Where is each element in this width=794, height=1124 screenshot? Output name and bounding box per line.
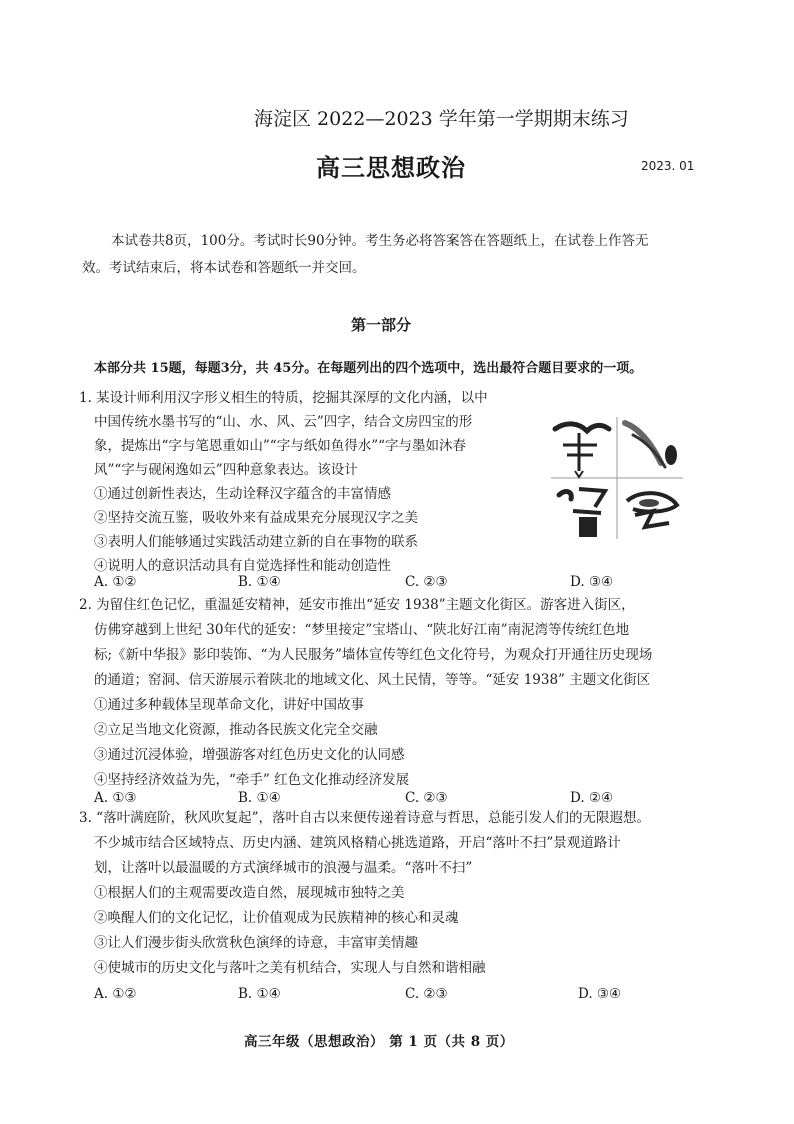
exam-date: 2023. 01 [641,159,695,173]
calligraphy-illustration-icon [549,415,685,541]
statement-4: ④坚持经济效益为先，“牵手” 红色文化推动经济发展 [94,772,410,788]
option-a: A. ①③ [94,790,137,806]
question-stem-line: 风”“字与砚闲逸如云”四种意象表达。该设计 [94,462,358,478]
option-b: B. ①④ [238,790,281,806]
option-a: A. ①② [94,986,137,1002]
option-c: C. ②③ [405,574,448,590]
statement-2: ②唤醒人们的文化记忆，让价值观成为民族精神的核心和灵魂 [94,910,459,926]
option-c: C. ②③ [405,790,448,806]
page-footer: 高三年级（思想政治） 第 1 页（共 8 页） [244,1034,514,1050]
statement-1: ①根据人们的主观需要改造自然，展现城市独特之美 [94,885,405,901]
statement-3: ③通过沉浸体验，增强游客对红色历史文化的认同感 [94,747,405,763]
option-d: D. ②④ [570,790,614,806]
option-c: C. ②③ [405,986,448,1002]
question-stem-line: 3. “落叶满庭阶，秋风吹复起”，落叶自古以来便传递着诗意与哲思，总能引发人们的无限遐想。 [79,810,650,826]
intro-line-1: 本试卷共8页，100分。考试时长90分钟。考生务必将答案答在答题纸上，在试卷上作答无 [111,233,649,249]
question-stem-line: 1. 某设计师利用汉字形义相生的特质，挖掘其深厚的文化内涵，以中 [79,390,488,406]
statement-1: ①通过多种载体呈现革命文化，讲好中国故事 [94,697,364,713]
subject-title: 高三思想政治 [316,153,466,182]
question-stem-line: 标;《新中华报》影印装饰、“为人民服务”墙体宣传等红色文化符号，为观众打开通往历史现场 [94,647,653,663]
statement-1: ①通过创新性表达，生动诠释汉字蕴含的丰富情感 [94,486,391,502]
question-stem-line: 仿佛穿越到上世纪 30年代的延安：“梦里接定”宝塔山、“陕北好江南”南泥湾等传统红色地 [94,622,630,638]
question-stem-line: 不少城市结合区域特点、历史内涵、建筑风格精心挑选道路，开启“落叶不扫”景观道路计 [94,835,621,851]
statement-4: ④使城市的历史文化与落叶之美有机结合，实现人与自然和谐相融 [94,960,486,976]
option-d: D. ③④ [570,574,614,590]
question-stem-line: 的通道；窑洞、信天游展示着陕北的地域文化、风土民情，等等。“延安 1938” 主题文化街区 [94,672,651,688]
intro-line-2: 效。考试结束后，将本试卷和答题纸一并交回。 [82,260,366,276]
statement-3: ③表明人们能够通过实践活动建立新的自在事物的联系 [94,534,418,550]
statement-2: ②坚持交流互鉴，吸收外来有益成果充分展现汉字之美 [94,510,418,526]
question-stem-line: 划，让落叶以最温暖的方式演绎城市的浪漫与温柔。“落叶不扫” [94,860,473,876]
question-stem-line: 2. 为留住红色记忆，重温延安精神，延安市推出“延安 1938”主题文化街区。游客进入街区， [79,597,635,613]
statement-2: ②立足当地文化资源，推动各民族文化完全交融 [94,722,378,738]
statement-3: ③让人们漫步街头欣赏秋色演绎的诗意，丰富审美情趣 [94,935,418,951]
statement-4: ④说明人的意识活动具有自觉选择性和能动创造性 [94,558,391,574]
option-b: B. ①④ [238,574,281,590]
exam-title: 海淀区 2022—2023 学年第一学期期末练习 [254,108,629,130]
option-b: B. ①④ [238,986,281,1002]
part-instructions: 本部分共 15题，每题3分，共 45分。在每题列出的四个选项中，选出最符合题目要求的一项。 [94,361,643,376]
question-stem-line: 中国传统水墨书写的“山、水、风、云”四字，结合文房四宝的形 [94,414,473,430]
option-d: D. ③④ [578,986,622,1002]
part-heading: 第一部分 [351,316,412,334]
option-a: A. ①② [94,574,137,590]
question-stem-line: 象，提炼出“字与笔恩重如山”“字与纸如鱼得水”“字与墨如沐春 [94,438,467,454]
